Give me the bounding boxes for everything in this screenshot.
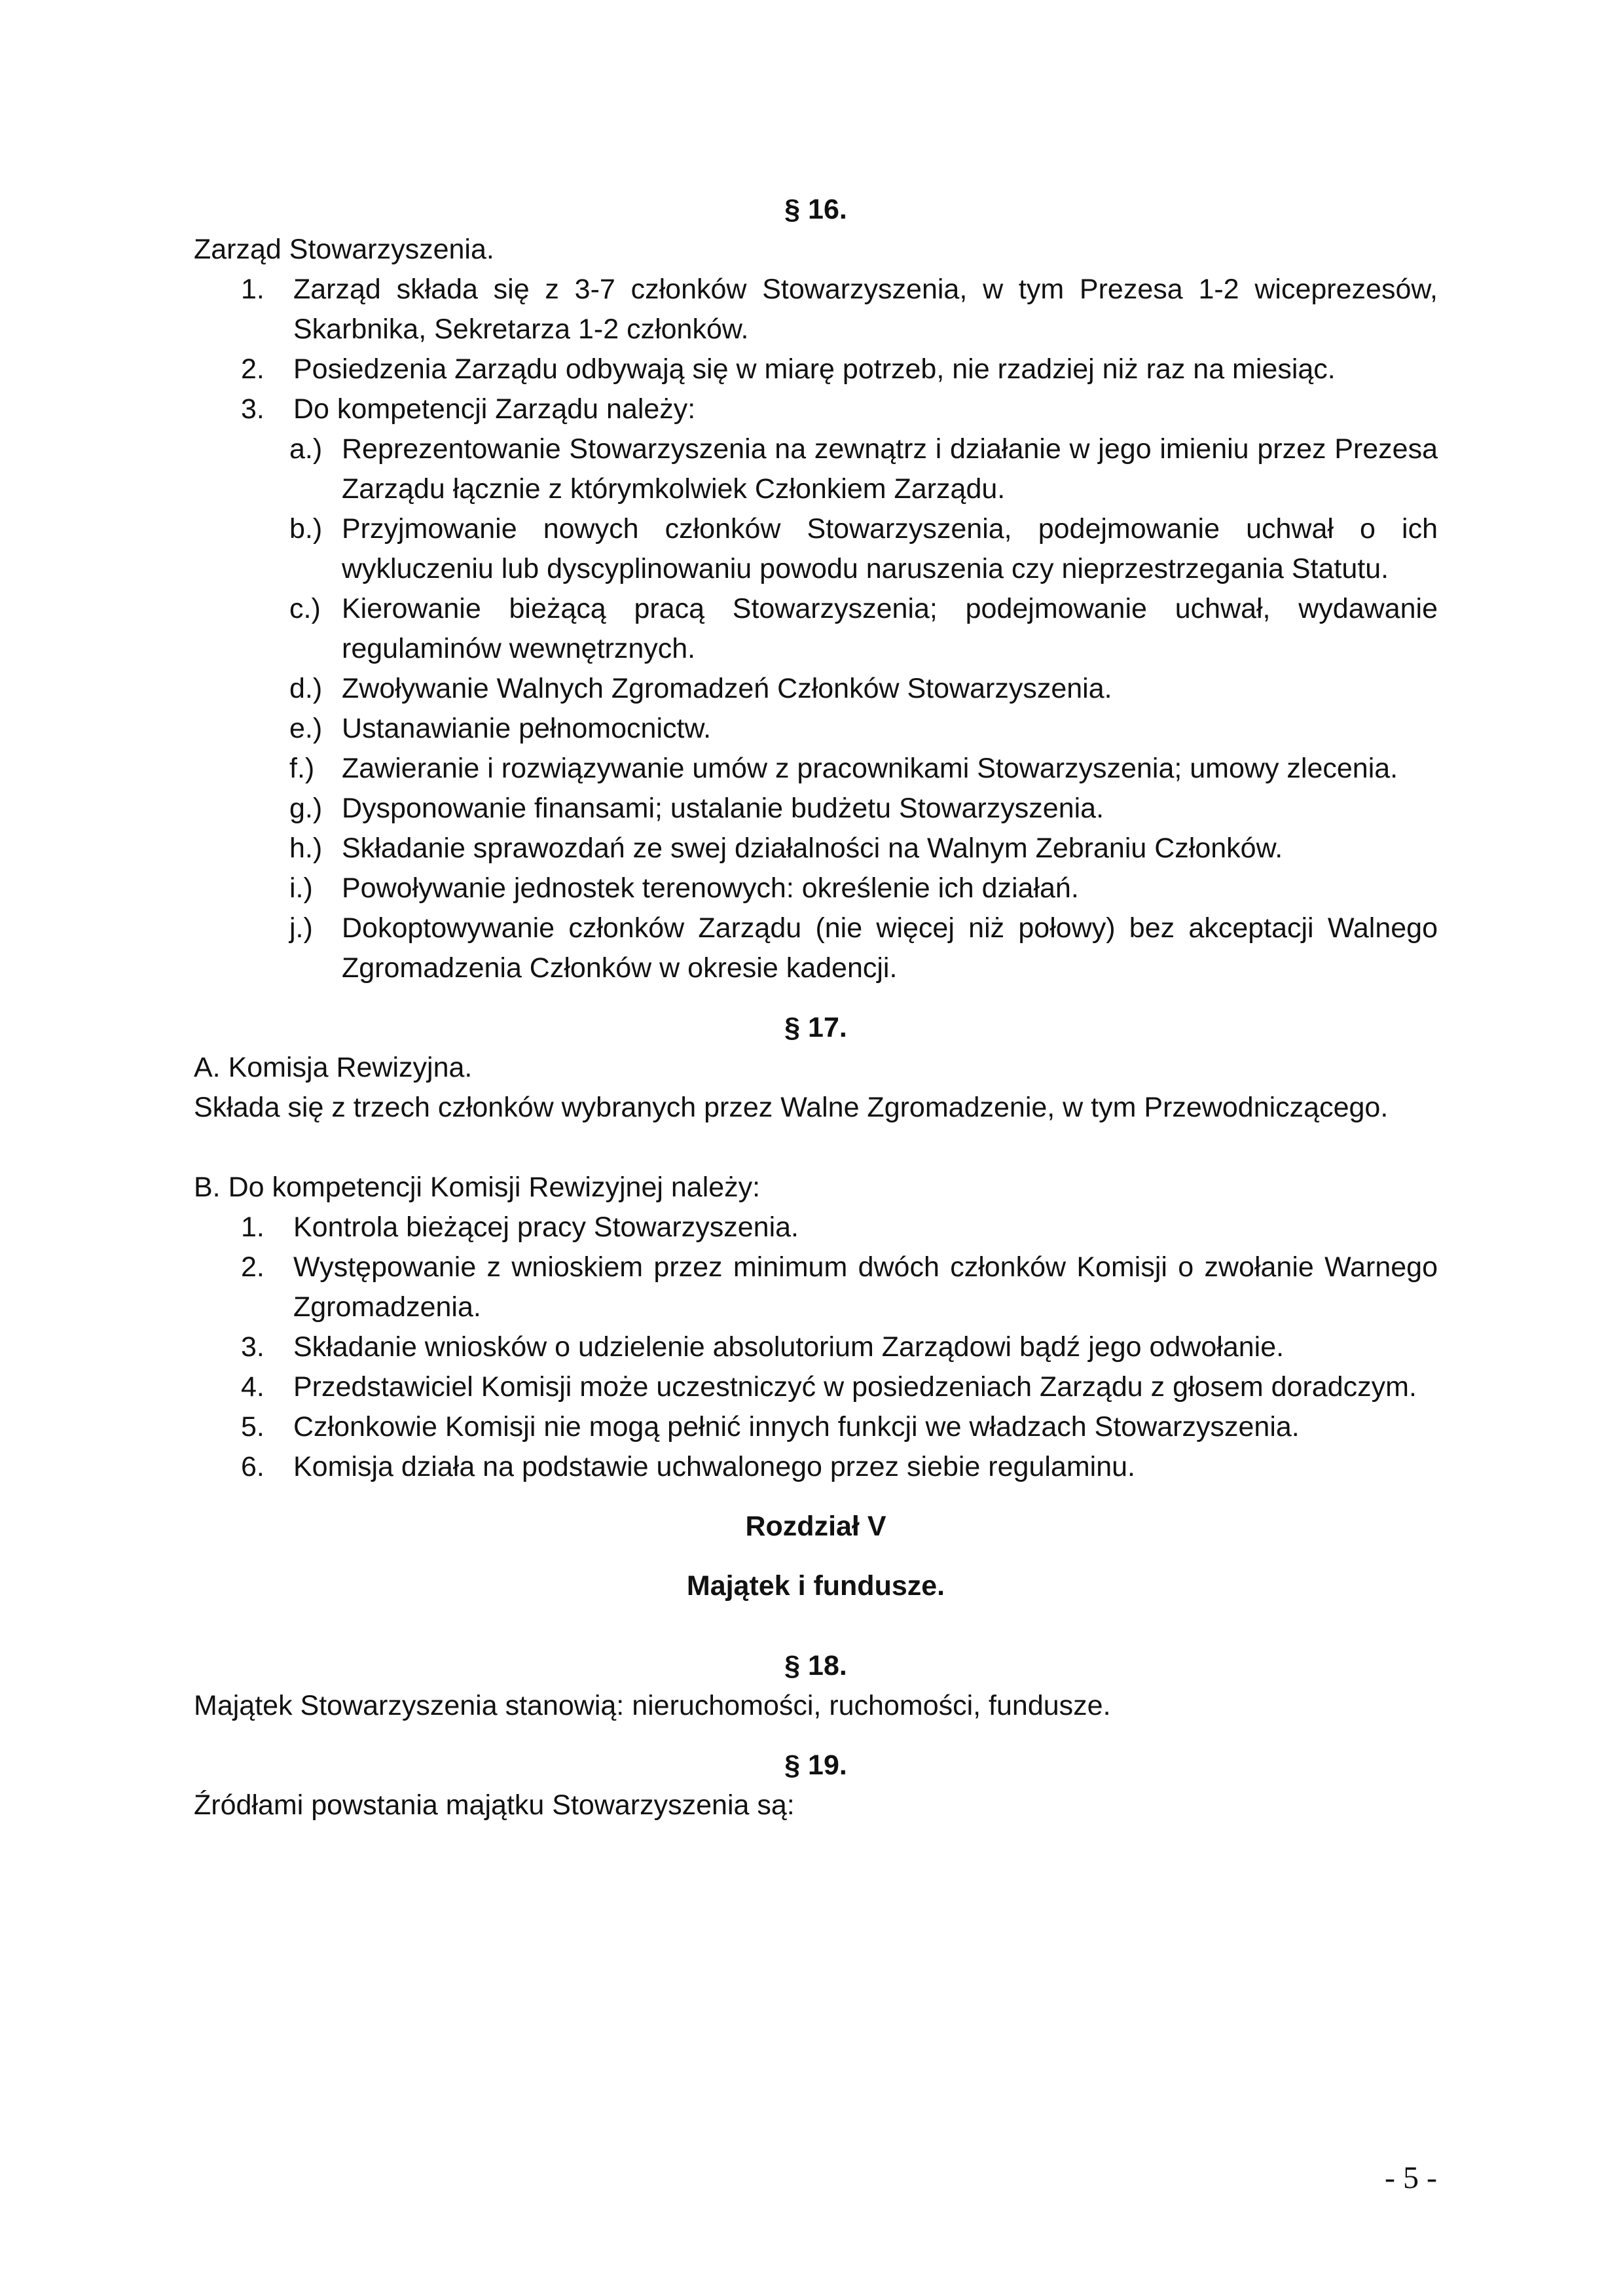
sublist-item (194, 669, 1438, 709)
list-item-text: Komisja działa na podstawie uchwalonego przez siebie regulaminu. (293, 1451, 1135, 1482)
list-item-number: 1. (241, 274, 264, 305)
list-item (194, 350, 1438, 389)
chapter-subtitle: Majątek i fundusze. (686, 1570, 945, 1602)
list-item (194, 1208, 1438, 1247)
list-item (194, 1367, 1438, 1407)
sublist-item-text: Powoływanie jednostek terenowych: określenie ich działań. (342, 872, 1079, 904)
sublist-item-text: Reprezentowanie Stowarzyszenia na zewnątrz i działanie w jego imieniu przez Prezesa Zarządu łącznie z którymkolwiek Członkiem Zarządu. (342, 433, 1438, 505)
section-16-intro: Zarząd Stowarzyszenia. (194, 234, 494, 265)
section-16-list (194, 270, 1438, 429)
sublist-item-text: Dokoptowywanie członków Zarządu (nie więcej niż połowy) bez akceptacji Walnego Zgromadzenia Członków w okresie kadencji. (342, 912, 1438, 984)
sublist-item-letter: g.) (289, 793, 323, 824)
list-item-text: Składanie wniosków o udzielenie absolutorium Zarządowi bądź jego odwołanie. (293, 1331, 1285, 1363)
list-item-number: 6. (241, 1451, 264, 1482)
section-19-heading: § 19. (784, 1749, 847, 1781)
sublist-item-letter: e.) (289, 713, 323, 744)
list-item-text: Zarząd składa się z 3-7 członków Stowarzyszenia, w tym Prezesa 1-2 wiceprezesów, Skarbnika, Sekretarza 1-2 członków. (293, 274, 1438, 345)
sublist-item-letter: d.) (289, 673, 323, 704)
sublist-item-text: Dysponowanie finansami; ustalanie budżetu Stowarzyszenia. (342, 793, 1104, 824)
sublist-item (194, 869, 1438, 908)
list-item-text: Posiedzenia Zarządu odbywają się w miarę potrzeb, nie rzadziej niż raz na miesiąc. (293, 353, 1336, 385)
sublist-item (194, 829, 1438, 869)
list-item (194, 1407, 1438, 1447)
list-item (194, 1447, 1438, 1487)
list-item-text: Występowanie z wnioskiem przez minimum dwóch członków Komisji o zwołanie Warnego Zgromadzenia. (293, 1251, 1438, 1323)
section-18-heading: § 18. (784, 1650, 847, 1681)
sublist-item-letter: j.) (289, 912, 313, 944)
sublist-item (194, 509, 1438, 589)
list-item-number: 3. (241, 393, 264, 425)
section-17-a-text: Składa się z trzech członków wybranych przez Walne Zgromadzenie, w tym Przewodniczącego. (194, 1092, 1389, 1123)
spacer (194, 1547, 1438, 1566)
section-18-text: Majątek Stowarzyszenia stanowią: nieruchomości, ruchomości, fundusze. (194, 1690, 1111, 1721)
list-item-number: 2. (241, 353, 264, 385)
section-16-sublist (194, 429, 1438, 988)
sublist-item-text: Składanie sprawozdań ze swej działalności na Walnym Zebraniu Członków. (342, 833, 1283, 864)
spacer (194, 1726, 1438, 1746)
spacer (194, 1487, 1438, 1507)
spacer (194, 1128, 1438, 1168)
sublist-item (194, 589, 1438, 669)
spacer (194, 1606, 1438, 1646)
section-17-a-title: A. Komisja Rewizyjna. (194, 1052, 473, 1083)
list-item-text: Członkowie Komisji nie mogą pełnić innych funkcji we władzach Stowarzyszenia. (293, 1411, 1300, 1443)
sublist-item (194, 789, 1438, 829)
list-item (194, 1247, 1438, 1327)
list-item (194, 1327, 1438, 1367)
list-item (194, 389, 1438, 429)
sublist-item-text: Przyjmowanie nowych członków Stowarzyszenia, podejmowanie uchwał o ich wykluczeniu lub dyscyplinowaniu powodu naruszenia czy nieprzestrzegania Statutu. (342, 513, 1438, 584)
section-17-b-title: B. Do kompetencji Komisji Rewizyjnej należy: (194, 1172, 761, 1203)
section-19-text: Źródłami powstania majątku Stowarzyszenia są: (194, 1789, 795, 1821)
list-item-number: 1. (241, 1211, 264, 1243)
sublist-item (194, 429, 1438, 509)
sublist-item (194, 908, 1438, 988)
list-item-number: 3. (241, 1331, 264, 1363)
list-item (194, 270, 1438, 350)
list-item-text: Do kompetencji Zarządu należy: (293, 393, 696, 425)
chapter-title: Rozdział V (745, 1511, 886, 1542)
sublist-item-text: Zwoływanie Walnych Zgromadzeń Członków Stowarzyszenia. (342, 673, 1112, 704)
sublist-item-text: Ustanawianie pełnomocnictw. (342, 713, 712, 744)
sublist-item-text: Zawieranie i rozwiązywanie umów z pracownikami Stowarzyszenia; umowy zlecenia. (342, 753, 1398, 784)
sublist-item-letter: h.) (289, 833, 323, 864)
sublist-item-letter: b.) (289, 513, 323, 545)
list-item-number: 2. (241, 1251, 264, 1283)
sublist-item-letter: a.) (289, 433, 323, 465)
section-17-list (194, 1208, 1438, 1487)
sublist-item-letter: i.) (289, 872, 313, 904)
section-16-heading: § 16. (784, 194, 847, 225)
list-item-text: Przedstawiciel Komisji może uczestniczyć w posiedzeniach Zarządu z głosem doradczym. (293, 1371, 1417, 1403)
sublist-item-letter: c.) (289, 593, 321, 624)
page-number: - 5 - (1385, 2161, 1437, 2195)
sublist-item (194, 709, 1438, 749)
sublist-item-text: Kierowanie bieżącą pracą Stowarzyszenia; podejmowanie uchwał, wydawanie regulaminów wewnętrznych. (342, 593, 1438, 664)
section-17-heading: § 17. (784, 1012, 847, 1043)
list-item-number: 5. (241, 1411, 264, 1443)
spacer (194, 988, 1438, 1008)
sublist-item-letter: f.) (289, 753, 315, 784)
list-item-number: 4. (241, 1371, 264, 1403)
list-item-text: Kontrola bieżącej pracy Stowarzyszenia. (293, 1211, 799, 1243)
sublist-item (194, 749, 1438, 789)
document-page (194, 190, 1438, 1825)
